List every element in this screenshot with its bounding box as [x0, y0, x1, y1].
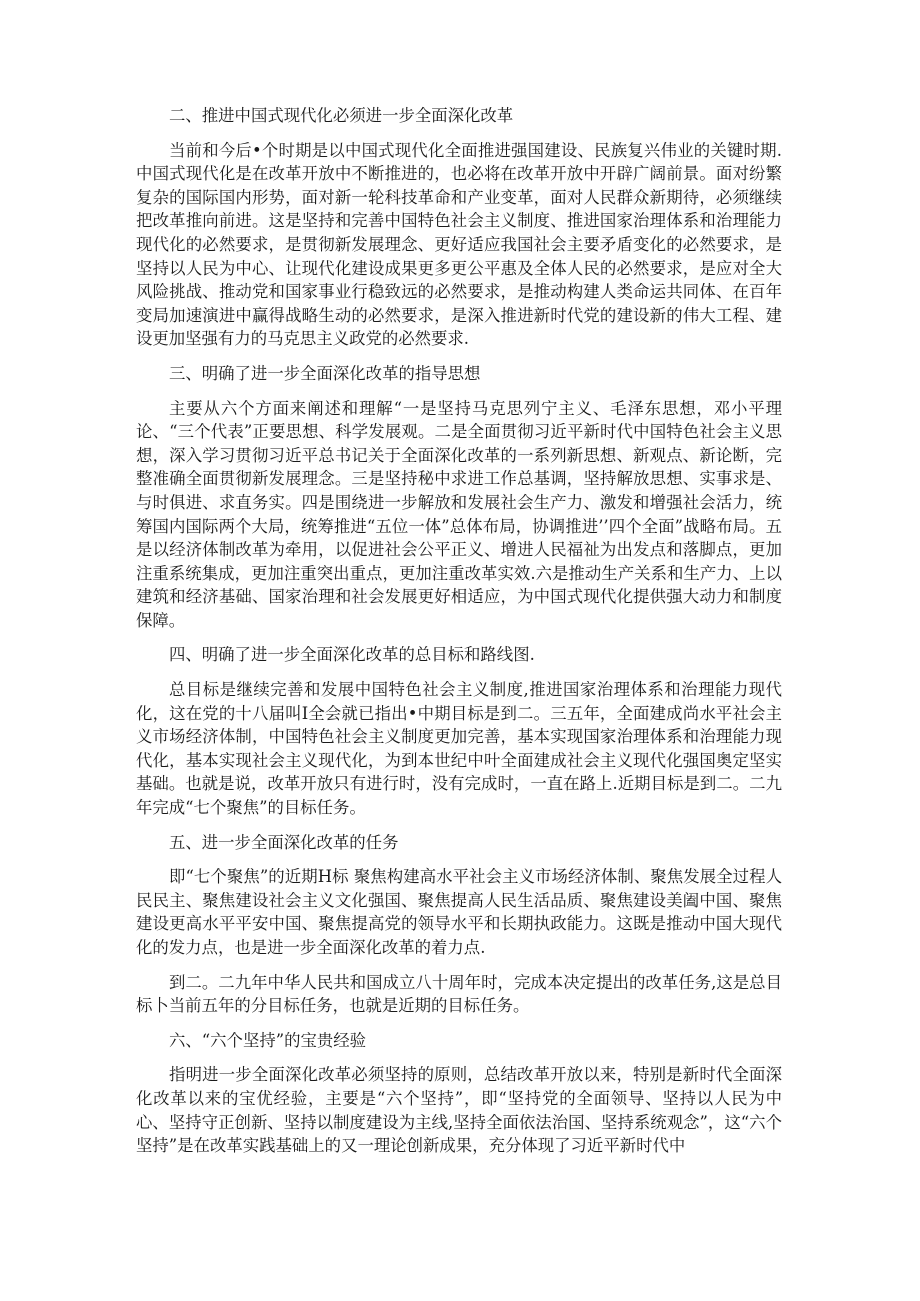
section-heading-6: 六、“六个坚持”的宝贵经验 [169, 1030, 367, 1050]
body-paragraph: 即“七个聚焦”的近期H标 聚焦构建高水平社会主义市场经济体制、聚焦发展全过程人民民主、聚焦建设社会主义文化强国、聚焦提高人民生活品质、聚焦建设美阖中国、聚焦建设更高水平平安中国、聚焦提高党的领导水平和长期执政能力。这既是推动中国大现代化的发力点，也是进一步全面深化改革的着力点. [136, 867, 782, 957]
section-heading-3: 三、明确了进一步全面深化改革的指导思想 [169, 363, 481, 383]
section-heading-4: 四、明确了进一步全面深化改革的总目标和路线图. [169, 645, 535, 665]
body-paragraph: 主要从六个方面来阐述和理解“一是坚持马克思列宁主义、毛泽东思想，邓小平理论、“三个代表”正要思想、科学发展观。二是全面贯彻习近平新时代中国特色社会主义思想，深入学习贯彻习近平总书记关于全面深化改革的一系列新思想、新观点、新论断，完整准确全面贯彻新发展理念。三是坚持秘中求进工作总基调，坚持解放思想、实事求是、与时俱进、求直务实。四是围绕进一步解放和发展社会生产力、激发和增强社会活力，统筹国内国际两个大局，统筹推进“五位一体”总体布局，协调推进’’四个全面”战略布局。五是以经济体制改革为牵用，以促进社会公平正义、增进人民福祉为出发点和落脚点，更加注重系统集成，更加注重突出重点，更加注重改革实效.六是推动生产关系和生产力、上以建筑和经济基础、国家治理和社会发展更好相适应，为中国式现代化提供强大动力和制度保障。 [136, 398, 782, 630]
body-paragraph: 指明进一步全面深化改革必须坚持的原则，总结改革开放以来，特别是新时代全面深化改革以来的宝优经验，主要是“六个坚持”，即“坚持党的全面领导、坚持以人民为中心、坚持守正创新、坚持以制度建设为主线,坚持全面依法治国、坚持系统观念”，这“六个坚持”是在改革实践基础上的又一理论创新成果，充分体现了习近平新时代中 [136, 1065, 782, 1156]
body-paragraph: 当前和今后•个时期是以中国式现代化全面推进强国建设、民族复兴伟业的关键时期.中国式现代化是在改革开放中不断推进的，也必将在改革开放中开辟广阔前景。面对纷繁复杂的国际国内形势，面对新一轮科技革命和产业变革，面对人民群众新期待，必须继续把改革推向前进。这是坚持和完善中国特色社会主义制度、推进国家治理体系和治理能力现代化的必然要求，是贯彻新发展理念、更好适应我国社会主要矛盾变化的必然要求，是坚持以人民为中心、让现代化建设成果更多更公平惠及全体人民的必然要求，是应对全大风险挑战、推动党和国家事业行稳致远的必然要求，是推动构建人类命运共同体、在百年变局加速演进中赢得战略生动的必然要求，是深入推进新时代党的建设新的伟大工程、建设更加坚强有力的马克思主义政党的必然要求. [136, 140, 782, 349]
body-paragraph: 总目标是继续完善和发展中国特色社会主义制度,推进国家治理体系和治理能力现代化，这在党的十八届叫I全会就已指出•中期目标是到二。三五年，全面建成尚水平社会主义市场经济体制，中国特色社会主义制度更加完善，基本实现国家治理体系和治理能力现代化，基本实现社会主义现代化，为到本世纪中叶全面建成社会主义现代化强国奥定坚实基础。也就是说，改革开放只有进行时，没有完成时，一直在路上.近期目标是到二。二九年完成“七个聚焦”的目标任务。 [136, 680, 782, 818]
section-heading-2: 二、推进中国式现代化必须进一步全面深化改革 [169, 106, 514, 125]
section-heading-5: 五、进一步全面深化改革的任务 [169, 832, 399, 852]
body-paragraph: 到二。二九年中华人民共和国成立八十周年时，完成本决定提出的改革任务,这是总目标卜当前五年的分目标任务，也就是近期的目标任务。 [136, 972, 782, 1016]
document-page [136, 104, 782, 1169]
